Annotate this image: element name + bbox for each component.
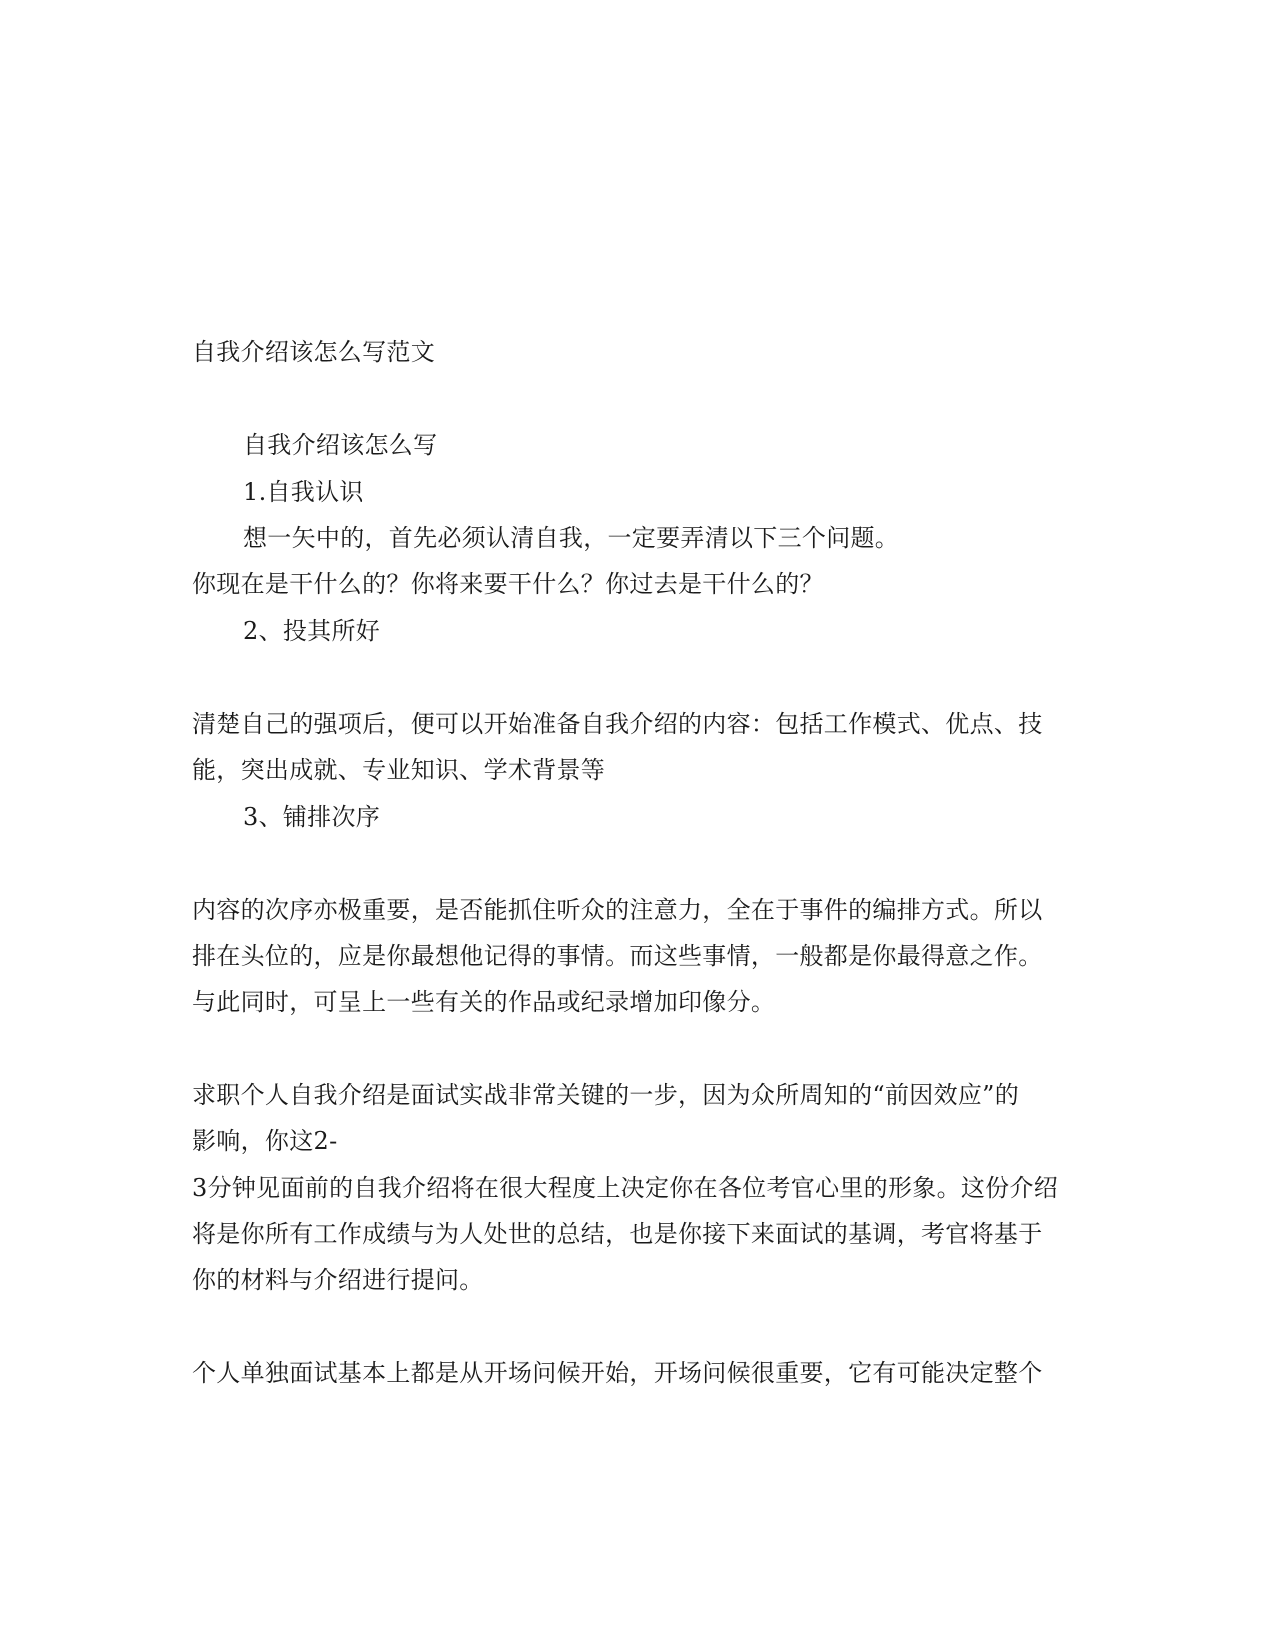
paragraph-line: 能，突出成就、专业知识、学术背景等 bbox=[192, 756, 606, 784]
section-heading: 3、铺排次序 bbox=[243, 803, 381, 831]
document-title: 自我介绍该怎么写范文 bbox=[192, 338, 435, 366]
paragraph-line: 清楚自己的强项后，便可以开始准备自我介绍的内容：包括工作模式、优点、技 bbox=[192, 710, 1043, 738]
paragraph-line: 你现在是干什么的？你将来要干什么？你过去是干什么的？ bbox=[192, 570, 824, 598]
paragraph-line: 内容的次序亦极重要，是否能抓住听众的注意力，全在于事件的编排方式。所以 bbox=[192, 896, 1043, 924]
section-heading: 自我介绍该怎么写 bbox=[243, 431, 438, 459]
paragraph-line: 3分钟见面前的自我介绍将在很大程度上决定你在各位考官心里的形象。这份介绍 bbox=[192, 1174, 1059, 1202]
section-heading: 2、投其所好 bbox=[243, 617, 381, 645]
paragraph-line: 排在头位的，应是你最想他记得的事情。而这些事情，一般都是你最得意之作。 bbox=[192, 942, 1043, 970]
paragraph-line: 个人单独面试基本上都是从开场问候开始，开场问候很重要，它有可能决定整个 bbox=[192, 1359, 1043, 1387]
paragraph-line: 想一矢中的，首先必须认清自我，一定要弄清以下三个问题。 bbox=[243, 524, 900, 552]
section-heading: 1.自我认识 bbox=[243, 478, 364, 506]
paragraph-line: 影响，你这2- bbox=[192, 1127, 338, 1155]
paragraph-line: 将是你所有工作成绩与为人处世的总结，也是你接下来面试的基调，考官将基于 bbox=[192, 1220, 1043, 1248]
paragraph-line: 与此同时，可呈上一些有关的作品或纪录增加印像分。 bbox=[192, 988, 776, 1016]
paragraph-line: 你的材料与介绍进行提问。 bbox=[192, 1266, 484, 1294]
paragraph-line: 求职个人自我介绍是面试实战非常关键的一步，因为众所周知的“前因效应”的 bbox=[192, 1081, 1020, 1109]
